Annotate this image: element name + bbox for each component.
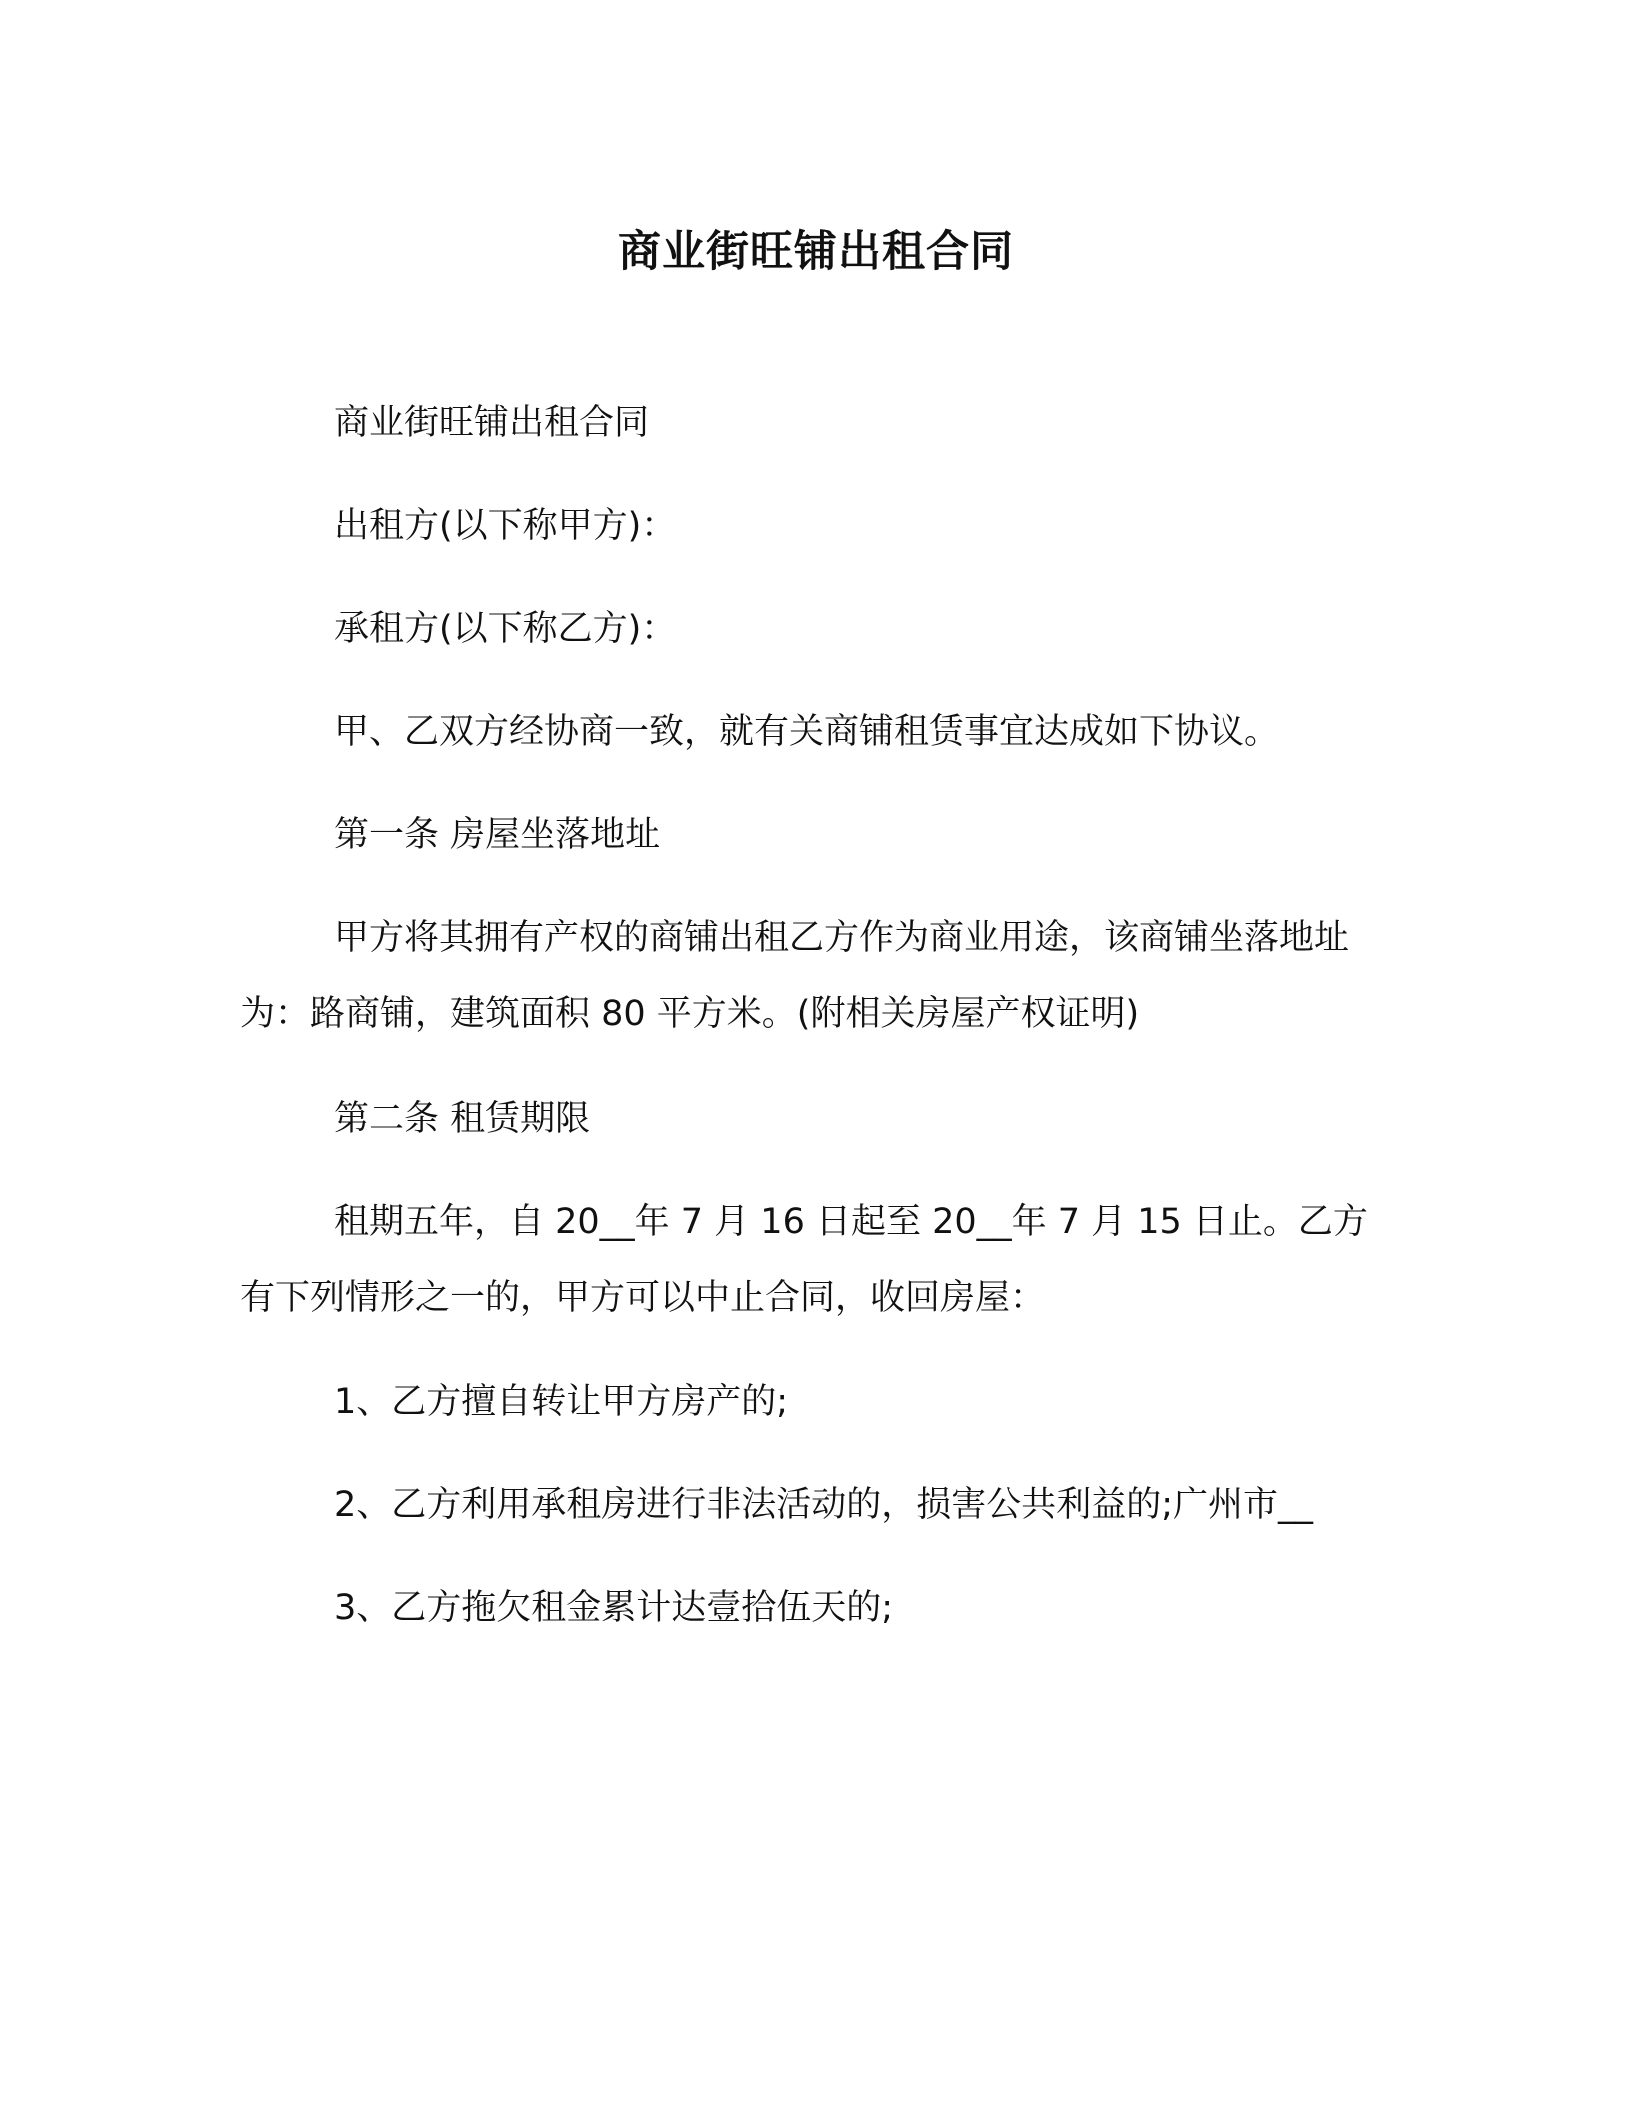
paragraph-heading-repeat: 商业街旺铺出租合同 [334, 403, 650, 443]
paragraph-article-1-heading: 第一条 房屋坐落地址 [334, 815, 661, 855]
list-item-2: 2、乙方利用承租房进行非法活动的，损害公共利益的;广州市__ [334, 1485, 1314, 1525]
paragraph-article-2-body: 租期五年，自 20__年 7 月 16 日起至 20__年 7 月 15 日止。乙方有下列情形之一的，甲方可以中止合同，收回房屋： [240, 1202, 1368, 1318]
paragraph-article-2-heading: 第二条 租赁期限 [334, 1099, 591, 1139]
list-item-1: 1、乙方擅自转让甲方房产的; [334, 1382, 789, 1422]
paragraph-lessor: 出租方(以下称甲方)： [334, 506, 677, 546]
list-item-3: 3、乙方拖欠租金累计达壹拾伍天的; [334, 1588, 894, 1628]
paragraph-lessee: 承租方(以下称乙方)： [334, 609, 677, 649]
paragraph-agreement: 甲、乙双方经协商一致，就有关商铺租赁事宜达成如下协议。 [334, 712, 1280, 752]
paragraph-article-1-body: 甲方将其拥有产权的商铺出租乙方作为商业用途，该商铺坐落地址为：路商铺，建筑面积 80 平方米。(附相关房屋产权证明) [240, 918, 1350, 1034]
document-title: 商业街旺铺出租合同 [618, 227, 1014, 277]
